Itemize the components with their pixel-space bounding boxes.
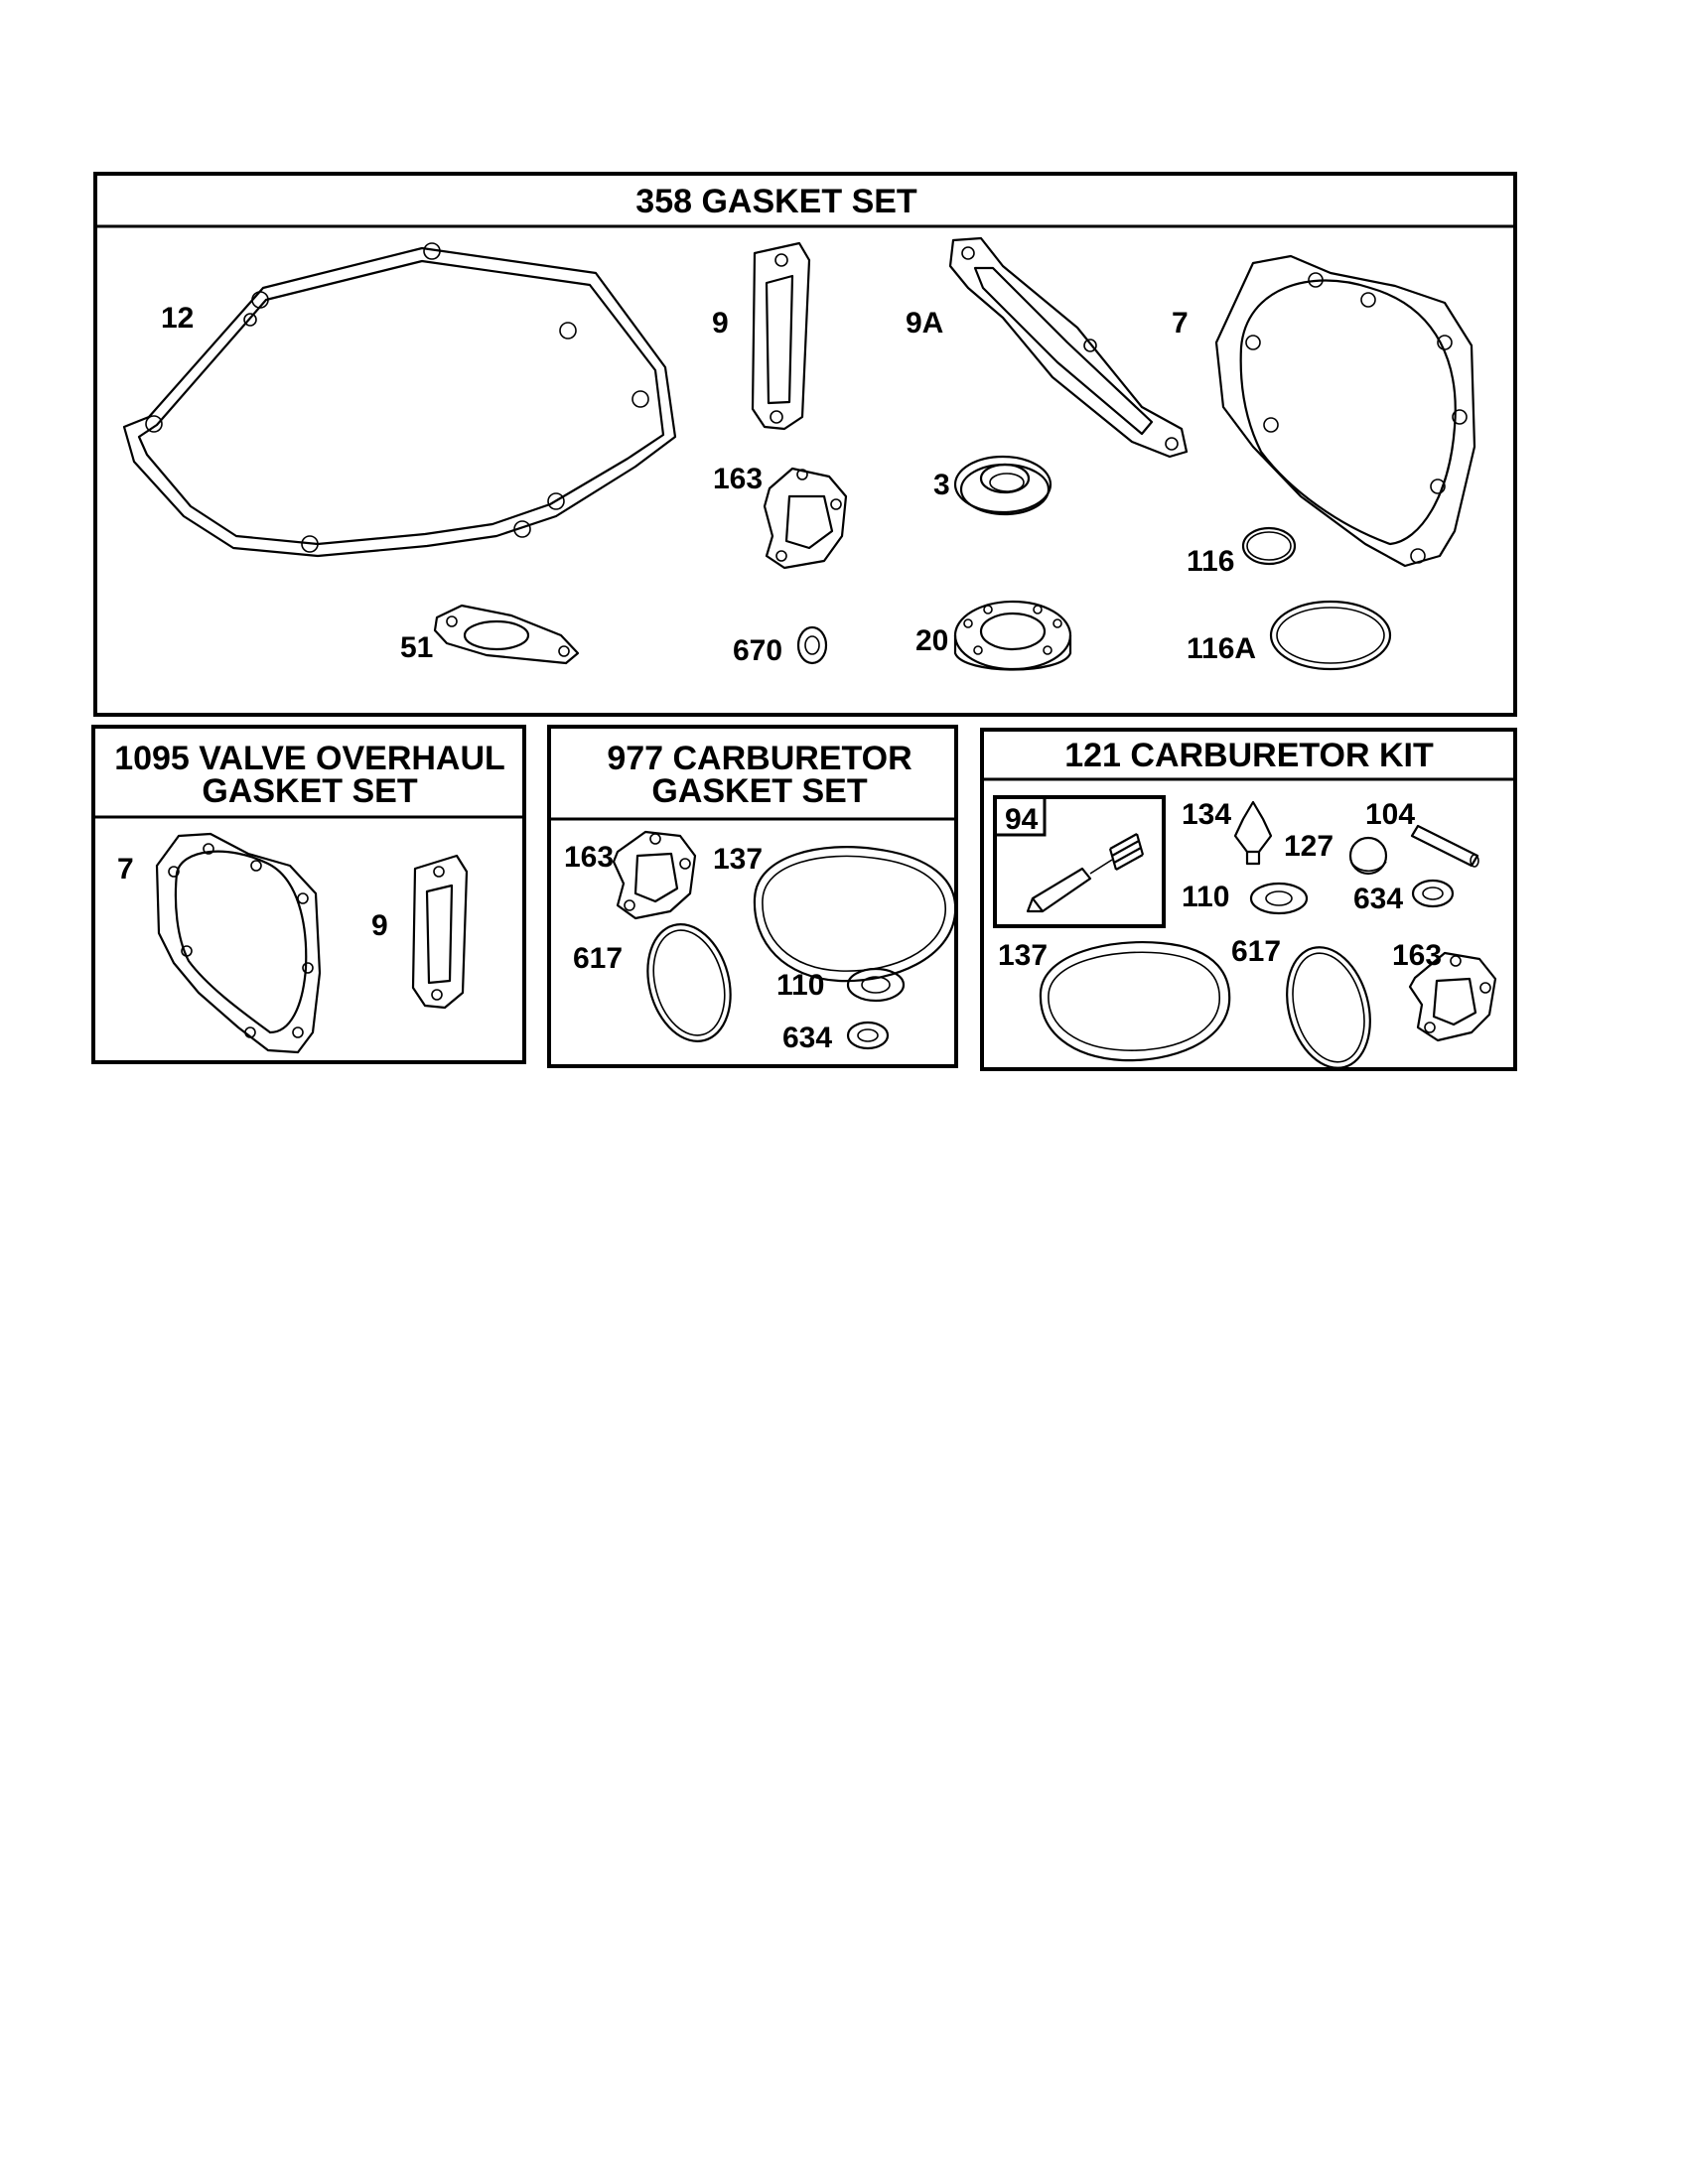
- part-634-washer-kit: [1413, 881, 1453, 906]
- part-137-bowl-gasket: [755, 847, 955, 981]
- part-51-exhaust-gasket: [435, 606, 578, 663]
- part-670-washer: [798, 627, 826, 663]
- label-9: 9: [712, 307, 729, 340]
- panel-1095-valve-overhaul: [93, 727, 524, 1062]
- label-3: 3: [933, 469, 950, 501]
- part-7-head-gasket: [1216, 256, 1474, 566]
- part-116a-o-ring: [1271, 602, 1390, 669]
- label-1095-7: 7: [117, 853, 134, 886]
- part-127-welch-plug: [1350, 838, 1386, 874]
- panel-358-gasket-set: [95, 174, 1515, 715]
- panel-358-title: 358 GASKET SET: [635, 183, 917, 220]
- part-3-oil-seal: [955, 457, 1051, 514]
- part-12-crankcase-gasket: [124, 243, 675, 556]
- label-121-110: 110: [1182, 881, 1230, 913]
- panel-1095-title-line1: 1095 VALVE OVERHAUL: [114, 740, 505, 777]
- label-20: 20: [915, 624, 949, 657]
- panel-977-title-line2: GASKET SET: [651, 772, 868, 810]
- part-134-inlet-needle: [1235, 802, 1271, 864]
- part-110-washer: [848, 969, 904, 1001]
- part-617-o-ring: [635, 915, 743, 1051]
- label-121-634: 634: [1353, 883, 1404, 915]
- label-121-617: 617: [1231, 935, 1282, 968]
- panel-1095-title-line2: GASKET SET: [202, 772, 418, 810]
- part-137-bowl-gasket-kit: [1041, 942, 1229, 1060]
- label-116: 116: [1187, 545, 1235, 578]
- label-121-127: 127: [1284, 830, 1334, 863]
- part-617-o-ring-kit: [1274, 938, 1382, 1077]
- part-110-washer-kit: [1251, 884, 1307, 913]
- part-163-carb-gasket-small: [614, 832, 695, 918]
- part-9-rocker-cover-gasket: [753, 243, 809, 429]
- part-634-washer: [848, 1023, 888, 1048]
- label-121-137: 137: [998, 939, 1049, 972]
- label-12: 12: [161, 302, 195, 335]
- part-7-head-gasket-small: [157, 834, 320, 1052]
- panel-977-carb-gasket-set: [549, 727, 956, 1066]
- label-977-163: 163: [564, 841, 615, 874]
- part-20-oil-seal: [955, 602, 1070, 670]
- label-977-617: 617: [573, 942, 624, 975]
- label-1095-9: 9: [371, 909, 388, 942]
- part-9-rocker-cover-gasket-small: [413, 856, 467, 1008]
- label-121-104: 104: [1365, 798, 1416, 831]
- part-9a-intake-gasket: [950, 238, 1187, 457]
- label-977-634: 634: [782, 1022, 833, 1054]
- label-977-137: 137: [713, 843, 764, 876]
- label-163: 163: [713, 463, 764, 495]
- label-670: 670: [733, 634, 783, 667]
- part-163-carb-gasket: [765, 469, 846, 568]
- label-7: 7: [1172, 307, 1189, 340]
- label-977-110: 110: [776, 969, 825, 1002]
- label-121-163: 163: [1392, 939, 1443, 972]
- panel-977-title-line1: 977 CARBURETOR: [607, 740, 912, 777]
- part-104-pin: [1412, 826, 1478, 867]
- label-121-134: 134: [1182, 798, 1232, 831]
- label-9a: 9A: [906, 307, 944, 340]
- label-116a: 116A: [1187, 632, 1257, 665]
- label-121-94: 94: [1005, 803, 1039, 836]
- panel-121-carb-kit: [982, 730, 1515, 1077]
- panel-121-title: 121 CARBURETOR KIT: [1064, 737, 1434, 774]
- part-116-o-ring: [1243, 528, 1295, 564]
- label-51: 51: [400, 631, 434, 664]
